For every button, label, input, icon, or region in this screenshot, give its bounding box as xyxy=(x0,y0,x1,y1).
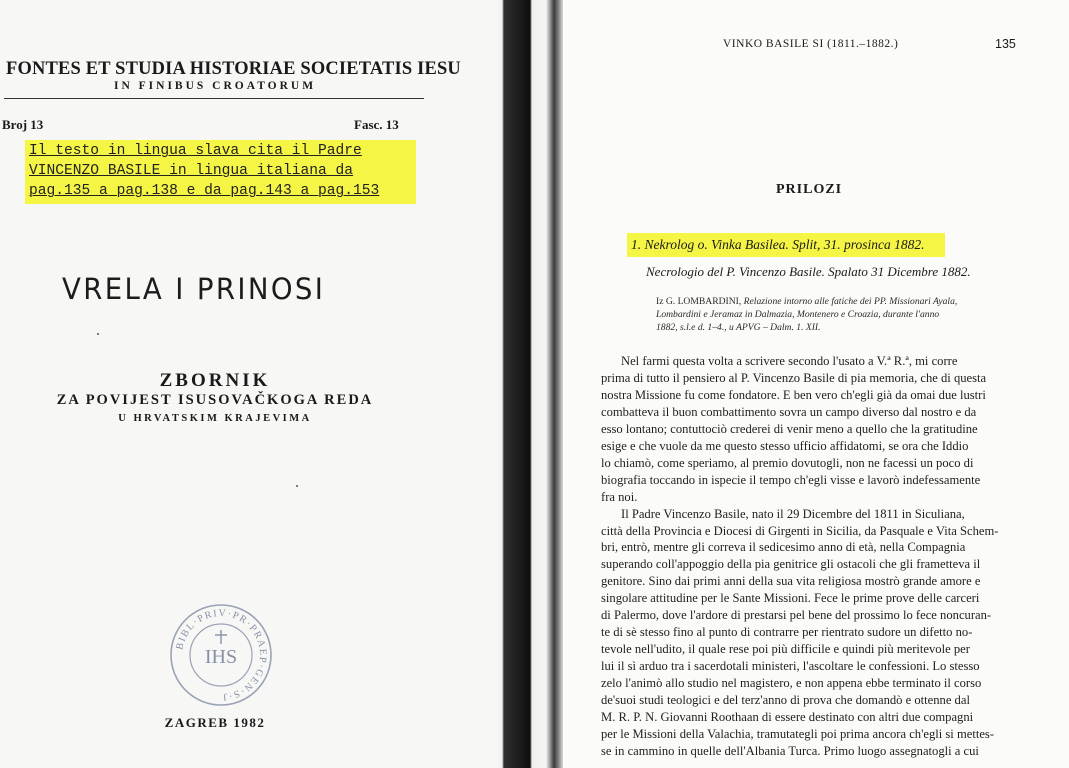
citation-prefix: Iz G. LOMBARDINI, xyxy=(656,296,744,307)
body-line: lo chiamò, come speriamo, al premio dovutogli, non ne facessi un poco di xyxy=(601,455,974,470)
body-line: per le Missioni della Valachia, tramutategli poi prima ancora ch'egli si mettes- xyxy=(601,726,995,741)
body-line: superando coll'appoggio della pia genitrice gli ostacoli che gli frametteva il xyxy=(601,557,981,572)
place-and-year: ZAGREB 1982 xyxy=(164,715,266,730)
body-line: zelo l'animò allo studio nel magistero, e non appena ebbe terminato il corso xyxy=(601,676,982,691)
book-spine-gutter xyxy=(498,0,563,768)
entry-italian-subtitle: Necrologio del P. Vincenzo Basile. Spalato 31 Dicembre 1882. xyxy=(646,264,971,279)
body-line: combatteva il buon combattimento sovra un campo diverso dal nostro e da xyxy=(601,404,977,419)
body-line: M. R. P. N. Giovanni Roothaan di essere destinato con altri due compagni xyxy=(601,709,974,724)
body-line: biografia toccando in ispecie il tempo ch'egli visse e lavorò indefessamente xyxy=(601,472,981,487)
seal-graphic xyxy=(166,600,276,710)
body-line: città della Provincia e Diocesi di Girgenti in Sicilia, da Pasquale e Vita Schem- xyxy=(601,523,999,538)
body-line: se in cammino in quelle dell'Albania Turca. Primo luogo assegnatogli a cui xyxy=(601,743,979,758)
book-title: VRELA I PRINOSI xyxy=(62,272,326,306)
body-line: fra noi. xyxy=(601,489,638,504)
right-page-135 xyxy=(563,0,1069,768)
body-line: esso lontano; contuttociò crederei di venir meno a quello che la gratitudine xyxy=(601,421,978,436)
series-subtitle: IN FINIBUS CROATORUM xyxy=(114,80,317,92)
body-line: de'suoi studi teologici e del terz'anno di prova che domandò e ottenne dal xyxy=(601,693,970,707)
speck xyxy=(296,485,298,487)
citation-line-1 xyxy=(656,296,957,307)
body-line: esige e che vuole da me questo stesso ufficio affidatomi, se ora che Iddio xyxy=(601,438,969,453)
issue-number: Broj 13 xyxy=(2,117,44,132)
body-line: Nel farmi questa volta a scrivere secondo l'usato a V.ª R.ª, mi corre xyxy=(621,354,958,368)
note-line-3: pag.135 a pag.138 e da pag.143 a pag.153 xyxy=(29,183,380,199)
citation-line-2: Lombardini e Jeramaz in Dalmazia, Montenero e Croazia, durante l'anno xyxy=(656,309,940,320)
note-line-2: VINCENZO BASILE in lingua italiana da xyxy=(29,163,354,179)
library-stamp-seal xyxy=(166,600,276,710)
body-line: nostra Missione fu come fondatore. E ben vero ch'egli già da omai due lustri xyxy=(601,387,986,402)
body-line: di Palermo, dove l'ardore di prestarsi pel bene del prossimo lo fece noncuran- xyxy=(601,608,992,623)
section-heading: PRILOZI xyxy=(776,182,843,197)
subtitle-croatian-regions: U HRVATSKIM KRAJEVIMA xyxy=(118,413,312,424)
body-line: genitore. Sino dai primi anni della sua vita religiosa mostrò grande amore e xyxy=(601,574,981,589)
highlighted-typed-note xyxy=(25,140,416,204)
body-line: Il Padre Vincenzo Basile, nato il 29 Dicembre del 1811 in Siculiana, xyxy=(621,506,965,521)
note-line-1: Il testo in lingua slava cita il Padre xyxy=(29,143,362,159)
body-line: te di sè stesso fino al punto di contrarre per rientrato sudore un difetto no- xyxy=(601,625,973,640)
body-line: lui il sì arduo tra i sacerdotali ministeri, l'ascoltare le confessioni. Lo stesso xyxy=(601,659,980,674)
body-line: bri, entrò, mentre gli correva il sedicesimo anno di età, nella Compagnia xyxy=(601,540,966,555)
fascicle-number: Fasc. 13 xyxy=(354,117,399,132)
seal-ring-text: BIBL·PRIV·PR·PRAEP·GEN·S·J xyxy=(174,607,269,703)
citation-title: Relazione intorno alle fatiche dei PP. Missionari Ayala, xyxy=(743,296,958,307)
series-title: FONTES ET STUDIA HISTORIAE SOCIETATIS IESU xyxy=(6,58,461,79)
left-page-title-page xyxy=(0,0,498,768)
speck xyxy=(97,333,99,335)
subtitle-history-order: ZA POVIJEST ISUSOVAČKOGA REDA xyxy=(56,392,374,408)
body-line: singolare attitudine per le Sante Missioni. Fece le prime prove delle carceri xyxy=(601,591,980,606)
highlighted-entry-title: 1. Nekrolog o. Vinka Basilea. Split, 31. prosinca 1882. xyxy=(631,237,925,252)
running-head: VINKO BASILE SI (1811.–1882.) xyxy=(723,38,899,50)
body-line: tevole nell'udito, il quale rese poi più difficile e quindi più meritevole per xyxy=(601,642,970,657)
seal-monogram: IHS xyxy=(204,646,238,668)
citation-line-3: 1882, s.l.e d. 1–4., u APVG – Dalm. 1. XII. xyxy=(656,322,821,333)
page-number: 135 xyxy=(995,37,1016,51)
header-rule xyxy=(4,98,424,99)
body-line: prima di tutto il pensiero al P. Vincenzo Basile di pia memoria, che di questa xyxy=(601,370,987,385)
subtitle-zbornik: ZBORNIK xyxy=(159,370,271,391)
